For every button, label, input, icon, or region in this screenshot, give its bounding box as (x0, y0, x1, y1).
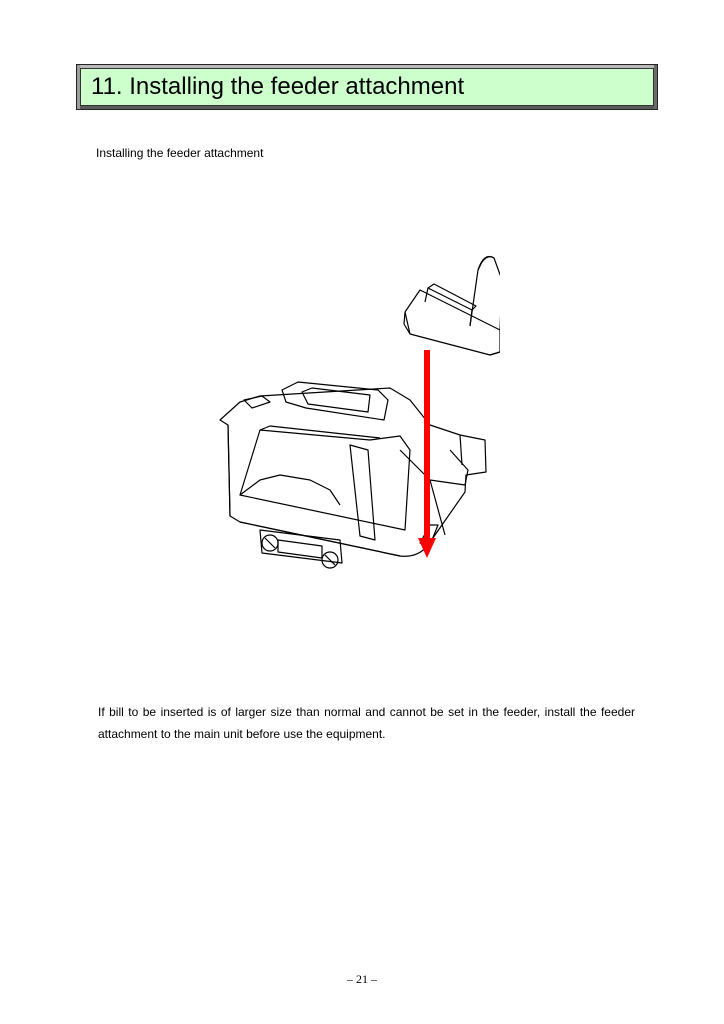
feeder-installation-illustration (200, 240, 500, 610)
insert-direction-arrow (418, 350, 436, 558)
figure-caption: Installing the feeder attachment (96, 146, 264, 160)
page-title: 11. Installing the feeder attachment (91, 73, 465, 100)
main-unit-illustration (220, 382, 486, 568)
feeder-attachment-illustration (404, 257, 500, 356)
section-title-box (76, 64, 658, 110)
instruction-paragraph: If bill to be inserted is of larger size than normal and cannot be set in the feeder, install the feeder attachment to the main unit before use the equipment. (98, 705, 635, 741)
page-number: – 21 – (347, 972, 377, 986)
